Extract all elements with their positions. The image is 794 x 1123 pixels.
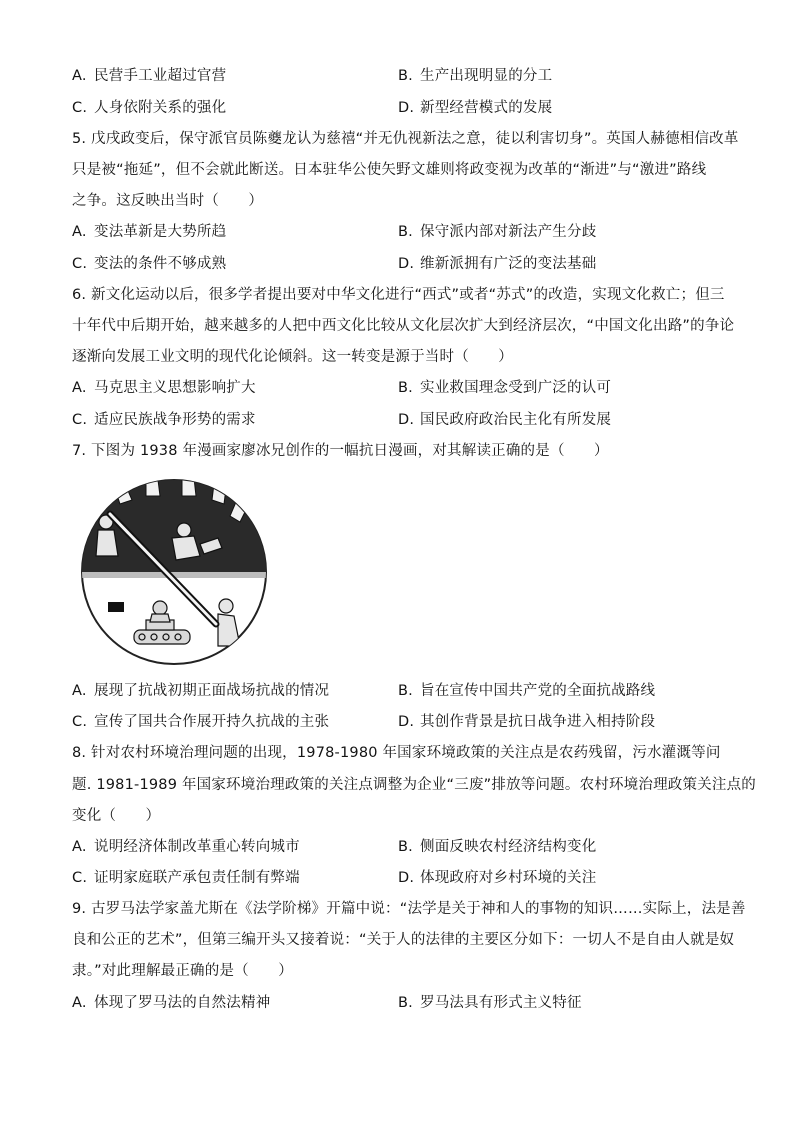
q6-option-c[interactable]: C. 适应民族战争形势的需求: [72, 412, 256, 428]
q6-option-b[interactable]: B. 实业救国理念受到广泛的认可: [398, 380, 612, 396]
anti-japanese-cartoon-image: [76, 474, 272, 666]
q7-option-c[interactable]: C. 宣传了国共合作展开持久抗战的主张: [72, 714, 330, 730]
q7-option-a[interactable]: A. 展现了抗战初期正面战场抗战的情况: [72, 683, 330, 699]
q9-option-a[interactable]: A. 体现了罗马法的自然法精神: [72, 995, 271, 1011]
q4-option-c[interactable]: C. 人身依附关系的强化: [72, 100, 227, 116]
q5-stem-line: 只是被“拖延”，但不会就此断送。日本驻华公使矢野文雄则将政变视为改革的“渐进”与“激进”路线: [72, 162, 707, 178]
q5-option-d[interactable]: D. 维新派拥有广泛的变法基础: [398, 256, 597, 272]
q5-option-b[interactable]: B. 保守派内部对新法产生分歧: [398, 224, 597, 240]
q6-stem-line: 逐渐向发展工业文明的现代化论倾斜。这一转变是源于当时（ ）: [72, 349, 513, 365]
q9-stem-line: 隶。”对此理解最正确的是（ ）: [72, 963, 293, 979]
q8-stem-line: 变化（ ）: [72, 808, 161, 824]
q8-option-c[interactable]: C. 证明家庭联产承包责任制有弊端: [72, 870, 300, 886]
q8-stem-line: 题. 1981-1989 年国家环境治理政策的关注点调整为企业“三废”排放等问题。农村环境治理政策关注点的: [72, 777, 756, 793]
q4-option-b[interactable]: B. 生产出现明显的分工: [398, 68, 553, 84]
q7-option-d[interactable]: D. 其创作背景是抗日战争进入相持阶段: [398, 714, 656, 730]
q4-option-d[interactable]: D. 新型经营模式的发展: [398, 100, 553, 116]
q9-stem-line: 9. 古罗马法学家盖尤斯在《法学阶梯》开篇中说：“法学是关于神和人的事物的知识……实际上，法是善: [72, 901, 746, 917]
q8-option-a[interactable]: A. 说明经济体制改革重心转向城市: [72, 839, 300, 855]
q8-option-b[interactable]: B. 侧面反映农村经济结构变化: [398, 839, 597, 855]
q5-option-a[interactable]: A. 变法革新是大势所趋: [72, 224, 227, 240]
q5-stem-line: 5. 戊戌政变后，保守派官员陈夔龙认为慈禧“并无仇视新法之意，徒以利害切身”。英国人赫德相信改革: [72, 131, 739, 147]
q7-stem-line: 7. 下图为 1938 年漫画家廖冰兄创作的一幅抗日漫画，对其解读正确的是（ ）: [72, 443, 609, 459]
q6-stem-line: 6. 新文化运动以后，很多学者提出要对中华文化进行“西式”或者“苏式”的改造，实现文化救亡；但三: [72, 287, 725, 303]
q8-option-d[interactable]: D. 体现政府对乡村环境的关注: [398, 870, 597, 886]
q5-stem-line: 之争。这反映出当时（ ）: [72, 193, 264, 209]
q6-stem-line: 十年代中后期开始，越来越多的人把中西文化比较从文化层次扩大到经济层次，“中国文化出路”的争论: [72, 318, 735, 334]
q4-option-a[interactable]: A. 民营手工业超过官营: [72, 68, 227, 84]
q6-option-a[interactable]: A. 马克思主义思想影响扩大: [72, 380, 256, 396]
q9-stem-line: 良和公正的艺术”，但第三编开头又接着说：“关于人的法律的主要区分如下：一切人不是自由人就是奴: [72, 932, 735, 948]
q9-option-b[interactable]: B. 罗马法具有形式主义特征: [398, 995, 582, 1011]
q7-option-b[interactable]: B. 旨在宣传中国共产党的全面抗战路线: [398, 683, 656, 699]
q6-option-d[interactable]: D. 国民政府政治民主化有所发展: [398, 412, 612, 428]
q5-option-c[interactable]: C. 变法的条件不够成熟: [72, 256, 227, 272]
q8-stem-line: 8. 针对农村环境治理问题的出现，1978-1980 年国家环境政策的关注点是农药残留，污水灌溉等问: [72, 745, 721, 761]
